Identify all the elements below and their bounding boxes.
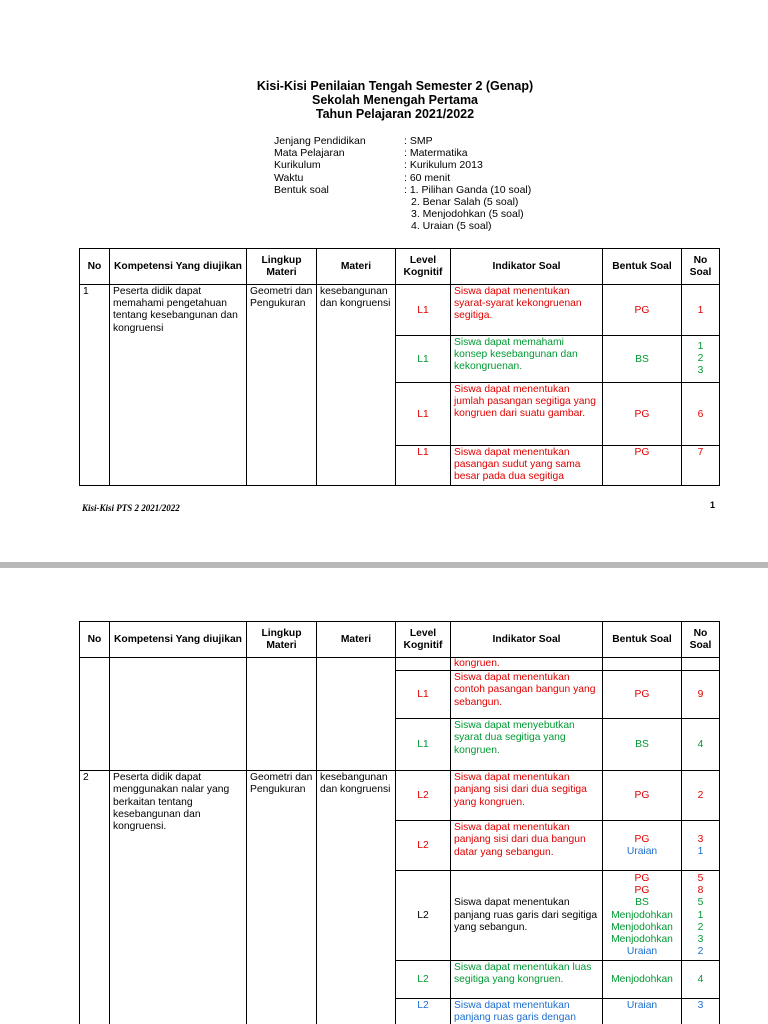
cell-indikator: Siswa dapat menentukan panjang sisi dari dua bangun datar yang sebangun. <box>451 821 603 871</box>
cell-nosoal: 9 <box>682 671 720 719</box>
nosoal-value: 3 <box>697 365 704 377</box>
col-header-nosoal: No Soal <box>682 249 720 285</box>
cell-materi: kesebangunan dan kongruensi <box>317 285 396 486</box>
cell-lingkup: Geometri dan Pengukuran <box>247 771 317 1024</box>
cell-level: L1 <box>396 671 451 719</box>
meta-label: Jenjang Pendidikan <box>274 135 366 147</box>
nosoal-value: 2 <box>697 946 704 958</box>
page-number: 1 <box>710 500 716 510</box>
nosoal-value: 5 <box>697 872 704 884</box>
meta-row-bentuk-3 <box>274 208 531 220</box>
nosoal-value: 8 <box>697 885 704 897</box>
meta-label: Bentuk soal <box>274 183 329 196</box>
col-header-materi: Materi <box>317 622 396 658</box>
cell-no: 1 <box>80 285 110 486</box>
meta-value: 3. Menjodohkan (5 soal) <box>411 208 524 221</box>
meta-row-bentuk-2 <box>274 196 531 208</box>
meta-value: : Matermatika <box>404 147 468 160</box>
meta-row-bentuk <box>274 184 531 196</box>
cell-nosoal: 7 <box>682 446 720 486</box>
table-row <box>80 771 720 821</box>
cell-level: L2 <box>396 771 451 821</box>
nosoal-value: 1 <box>697 845 704 857</box>
col-header-lingkup: Lingkup Materi <box>247 249 317 285</box>
cell-bentuk: BS <box>603 336 682 383</box>
cell-indikator: kongruen. <box>451 658 603 671</box>
cell-level: L2 <box>396 871 451 961</box>
cell-bentuk <box>603 658 682 671</box>
cell-bentuk: PG <box>603 446 682 486</box>
table-header-row <box>80 622 720 658</box>
table-header-row <box>80 249 720 285</box>
cell-level: L1 <box>396 285 451 336</box>
col-header-materi: Materi <box>317 249 396 285</box>
cell-indikator: Siswa dapat menentukan panjang sisi dari dua segitiga yang kongruen. <box>451 771 603 821</box>
bentuk-value: PG <box>634 833 650 845</box>
cell-nosoal <box>682 821 720 871</box>
cell-bentuk: Menjodohkan <box>603 961 682 999</box>
cell-level: L1 <box>396 383 451 446</box>
cell-nosoal: 3 <box>682 999 720 1024</box>
meta-value: : 1. Pilihan Ganda (10 soal) <box>404 183 532 196</box>
meta-value: : 60 menit <box>404 171 451 184</box>
nosoal-value: 1 <box>697 340 704 352</box>
bentuk-value: Menjodohkan <box>611 909 673 921</box>
cell-kompetensi <box>110 658 247 771</box>
title-line-3: Tahun Pelajaran 2021/2022 <box>315 107 475 121</box>
cell-bentuk <box>603 821 682 871</box>
bentuk-value: BS <box>635 897 649 909</box>
cell-nosoal: 4 <box>682 719 720 771</box>
meta-value: : Kurikulum 2013 <box>404 159 483 172</box>
cell-materi: kesebangunan dan kongruensi <box>317 771 396 1024</box>
cell-indikator: Siswa dapat menentukan jumlah pasangan segitiga yang kongruen dari suatu gambar. <box>451 383 603 446</box>
cell-indikator: Siswa dapat memahami konsep kesebangunan dan kekongruenan. <box>451 336 603 383</box>
col-header-kompetensi: Kompetensi Yang diujikan <box>110 622 247 658</box>
cell-nosoal: 4 <box>682 961 720 999</box>
bentuk-value: Menjodohkan <box>611 921 673 933</box>
meta-label: Waktu <box>274 171 304 184</box>
cell-bentuk: Uraian <box>603 999 682 1024</box>
col-header-nosoal: No Soal <box>682 622 720 658</box>
cell-bentuk <box>603 871 682 961</box>
meta-label: Kurikulum <box>274 159 321 172</box>
kisi-kisi-table-page-2 <box>79 621 720 1024</box>
document-meta <box>274 135 531 233</box>
col-header-bentuk: Bentuk Soal <box>603 622 682 658</box>
cell-level: L1 <box>396 336 451 383</box>
meta-row-bentuk-4 <box>274 220 531 232</box>
bentuk-value: Menjodohkan <box>611 934 673 945</box>
cell-lingkup: Geometri dan Pengukuran <box>247 285 317 486</box>
meta-value: : SMP <box>404 135 433 147</box>
nosoal-value: 3 <box>697 833 704 845</box>
meta-row-waktu <box>274 172 531 184</box>
cell-indikator: Siswa dapat menentukan panjang ruas garis dengan <box>451 999 603 1024</box>
bentuk-value: PG <box>634 872 650 884</box>
cell-indikator: Siswa dapat menentukan panjang ruas garis dari segitiga yang sebangun. <box>451 871 603 961</box>
nosoal-value: 1 <box>697 909 704 921</box>
col-header-level: Level Kognitif <box>396 249 451 285</box>
meta-value: 2. Benar Salah (5 soal) <box>411 196 519 209</box>
col-header-lingkup: Lingkup Materi <box>247 622 317 658</box>
title-line-2: Sekolah Menengah Pertama <box>311 93 479 107</box>
cell-indikator: Siswa dapat menentukan pasangan sudut yang sama besar pada dua segitiga <box>451 446 603 486</box>
col-header-no: No <box>80 622 110 658</box>
cell-kompetensi: Peserta didik dapat memahami pengetahuan tentang kesebangunan dan kongruensi <box>110 285 247 486</box>
cell-no <box>80 658 110 771</box>
document-page-2 <box>0 568 768 1024</box>
meta-row-kurikulum <box>274 159 531 171</box>
cell-indikator: Siswa dapat menentukan contoh pasangan bangun yang sebangun. <box>451 671 603 719</box>
document-title <box>0 79 768 121</box>
table-row <box>80 285 720 336</box>
bentuk-value: Uraian <box>626 845 658 857</box>
meta-label: Mata Pelajaran <box>274 147 345 160</box>
page-footer: Kisi-Kisi PTS 2 2021/2022 <box>82 503 180 513</box>
kisi-kisi-table-page-1 <box>79 248 720 486</box>
cell-level: L1 <box>396 446 451 486</box>
cell-level: L2 <box>396 999 451 1024</box>
nosoal-value: 3 <box>697 934 704 945</box>
cell-level: L1 <box>396 719 451 771</box>
bentuk-value: PG <box>634 885 650 897</box>
nosoal-value: 2 <box>697 921 704 933</box>
cell-nosoal <box>682 658 720 671</box>
col-header-no: No <box>80 249 110 285</box>
cell-nosoal: 1 <box>682 285 720 336</box>
col-header-indikator: Indikator Soal <box>451 622 603 658</box>
col-header-kompetensi: Kompetensi Yang diujikan <box>110 249 247 285</box>
cell-level <box>396 658 451 671</box>
cell-nosoal <box>682 871 720 961</box>
col-header-level: Level Kognitif <box>396 622 451 658</box>
meta-value: 4. Uraian (5 soal) <box>411 220 492 233</box>
cell-no: 2 <box>80 771 110 1024</box>
cell-indikator: Siswa dapat menyebutkan syarat dua segitiga yang kongruen. <box>451 719 603 771</box>
cell-kompetensi: Peserta didik dapat menggunakan nalar yang berkaitan tentang kesebangunan dan kongruensi. <box>110 771 247 1024</box>
cell-bentuk: PG <box>603 383 682 446</box>
cell-nosoal <box>682 336 720 383</box>
cell-indikator: Siswa dapat menentukan syarat-syarat kekongruenan segitiga. <box>451 285 603 336</box>
col-header-bentuk: Bentuk Soal <box>603 249 682 285</box>
meta-row-mapel <box>274 147 531 159</box>
meta-row-jenjang <box>274 135 531 147</box>
table-row <box>80 658 720 671</box>
cell-nosoal: 2 <box>682 771 720 821</box>
cell-bentuk: PG <box>603 671 682 719</box>
title-line-1: Kisi-Kisi Penilaian Tengah Semester 2 (Genap) <box>256 79 534 93</box>
cell-level: L2 <box>396 821 451 871</box>
cell-materi <box>317 658 396 771</box>
cell-level: L2 <box>396 961 451 999</box>
cell-indikator: Siswa dapat menentukan luas segitiga yang kongruen. <box>451 961 603 999</box>
nosoal-value: 2 <box>697 352 704 364</box>
cell-bentuk: BS <box>603 719 682 771</box>
cell-lingkup <box>247 658 317 771</box>
nosoal-value: 5 <box>697 897 704 909</box>
col-header-indikator: Indikator Soal <box>451 249 603 285</box>
cell-bentuk: PG <box>603 771 682 821</box>
cell-nosoal: 6 <box>682 383 720 446</box>
cell-bentuk: PG <box>603 285 682 336</box>
bentuk-value: Uraian <box>626 946 658 958</box>
